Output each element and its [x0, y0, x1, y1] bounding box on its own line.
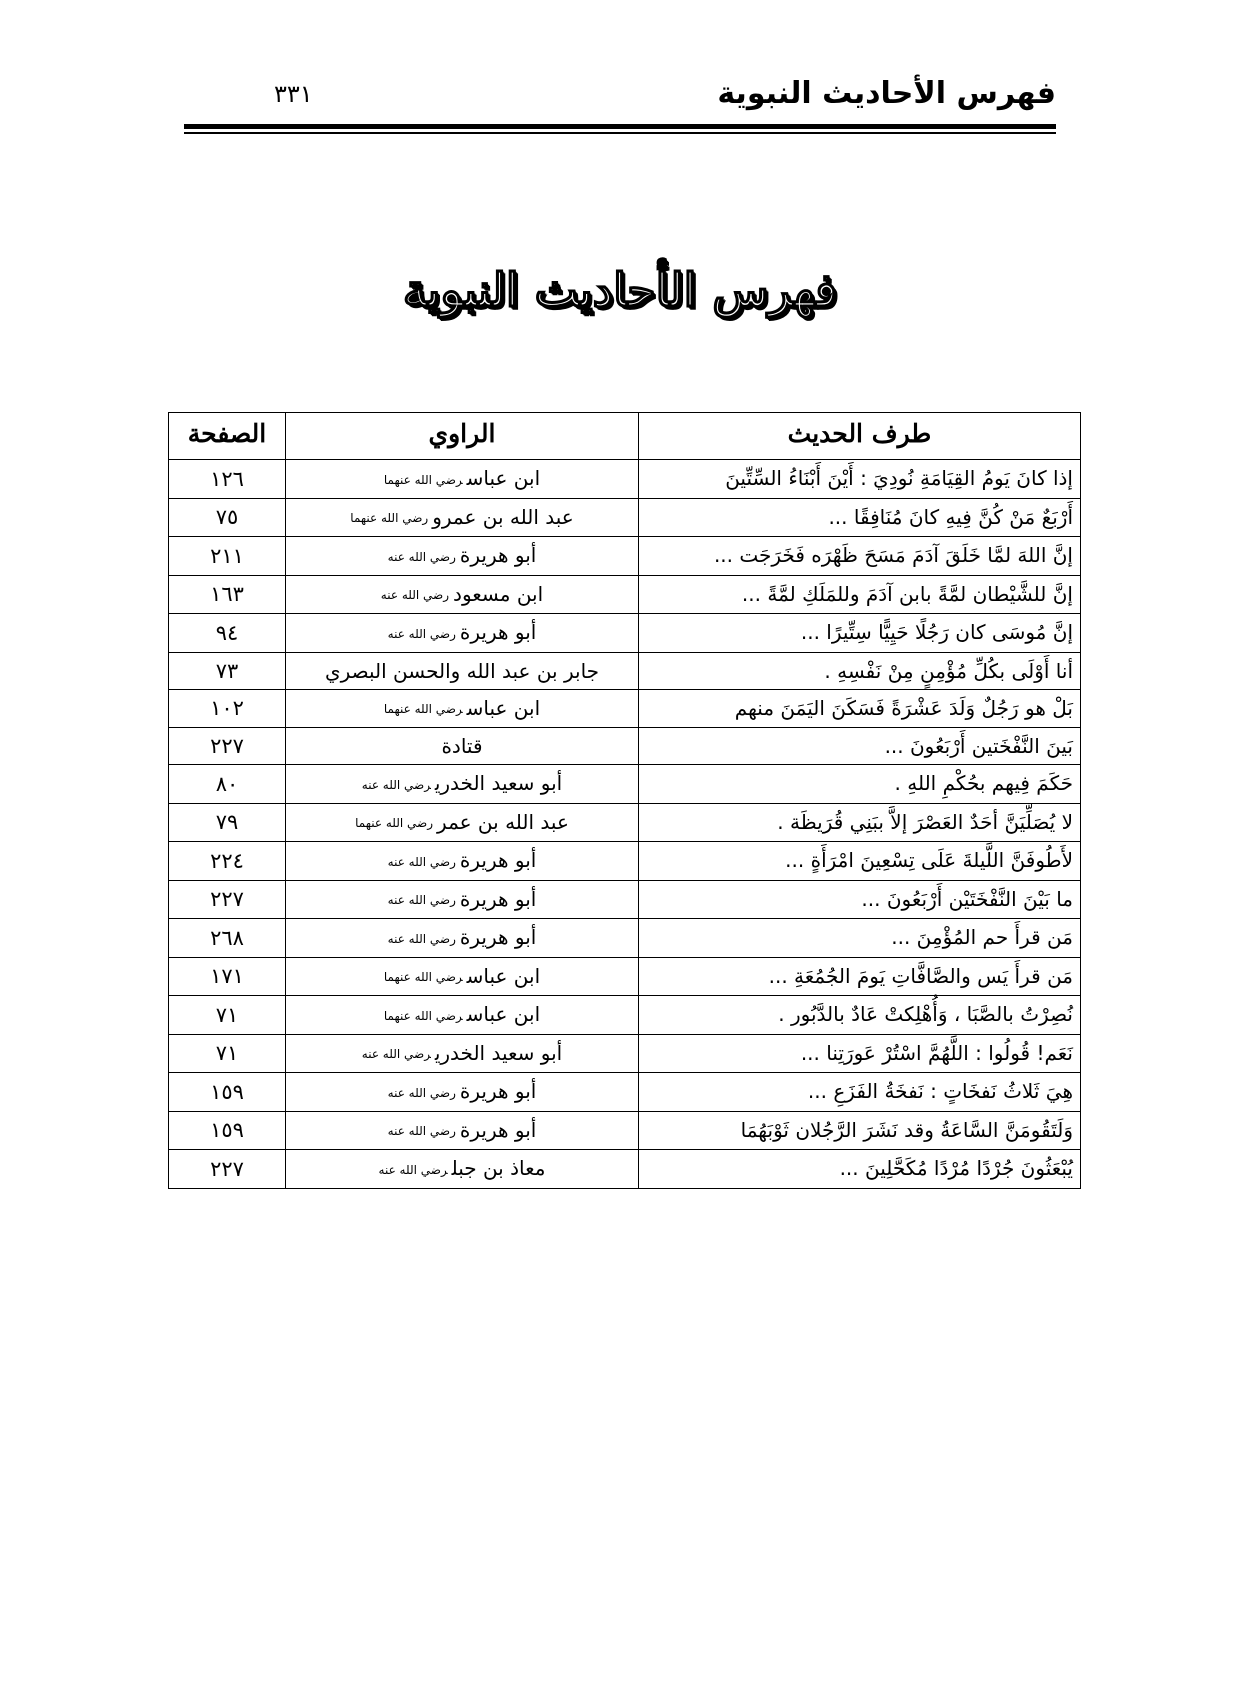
- narrator-cell: [286, 537, 639, 576]
- narrator-name: عبد الله بن عمر: [437, 809, 569, 834]
- hadith-cell: أَرْبَعٌ مَنْ كُنَّ فِيهِ كانَ مُنَافِقًا ...: [639, 498, 1081, 537]
- hadith-cell: يُبْعَثُونَ جُرْدًا مُرْدًا مُكَحَّلِينَ ...: [639, 1150, 1081, 1189]
- table-row: [169, 498, 1081, 537]
- hadith-cell: هِيَ ثَلاثُ نَفخَاتٍ : نَفخَةُ الفَزَعِ ...: [639, 1073, 1081, 1112]
- page-cell: ١٥٩: [169, 1111, 286, 1150]
- narrator-name: ابن عباس: [466, 466, 541, 490]
- narrator-name: قتادة: [441, 734, 483, 758]
- narrator-cell: [286, 1034, 639, 1073]
- narrator-cell: [286, 765, 639, 804]
- table-row: [169, 537, 1081, 576]
- narrator-cell: [286, 842, 639, 881]
- table-row: [169, 996, 1081, 1035]
- narrator-name: جابر بن عبد الله والحسن البصري: [324, 658, 600, 683]
- honorific-glyph: رضي الله عنه: [378, 1162, 448, 1177]
- page-cell: ٧٩: [169, 803, 286, 842]
- hadith-cell: نَعَم! قُولُوا : اللَّهُمَّ اسْتُرْ عَورَتِنا ...: [639, 1034, 1081, 1073]
- table-row: [169, 803, 1081, 842]
- hadith-index-table: [168, 412, 1081, 1189]
- page-cell: ٢٢٧: [169, 880, 286, 919]
- table-row: [169, 957, 1081, 996]
- narrator-name: أبو هريرة: [459, 1079, 537, 1103]
- hadith-cell: مَن قرأَ حم المُؤْمِنَ ...: [639, 919, 1081, 958]
- narrator-cell: [286, 880, 639, 919]
- hadith-cell: بَينَ النَّفْخَتين أَرْبَعُونَ ...: [639, 728, 1081, 765]
- narrator-cell: [286, 689, 639, 728]
- table-header-row: [169, 413, 1081, 460]
- honorific-glyph: رضي الله عنه: [387, 1085, 456, 1100]
- hadith-cell: إنَّ مُوسَى كان رَجُلًا حَيِيًّا سِتِّيرًا ...: [639, 614, 1081, 653]
- hadith-cell: إنَّ للشَّيْطان لمَّةً بابن آدَمَ وللمَلَكِ لمَّةً ...: [639, 575, 1081, 614]
- honorific-glyph: رضي الله عنهما: [383, 472, 463, 487]
- page-cell: ١٧١: [169, 957, 286, 996]
- table-row: [169, 1073, 1081, 1112]
- table-row: [169, 460, 1081, 499]
- narrator-cell: [286, 996, 639, 1035]
- hadith-cell: مَن قرأَ يَس والصَّافَّاتِ يَومَ الجُمُعَةِ ...: [639, 957, 1081, 996]
- narrator-name: أبو هريرة: [459, 543, 537, 567]
- narrator-name: عبد الله بن عمرو: [432, 504, 574, 529]
- narrator-cell: [286, 728, 639, 765]
- hadith-cell: وَلَتَقُومَنَّ السَّاعَةُ وقد نَشَرَ الرَّجُلان ثَوْبَهُمَا: [639, 1111, 1081, 1150]
- table-row: [169, 652, 1081, 689]
- hadith-cell: حَكَمَ فِيهم بحُكْمِ اللهِ .: [639, 765, 1081, 804]
- honorific-glyph: رضي الله عنه: [387, 626, 456, 641]
- narrator-name: معاذ بن جبل: [451, 1156, 546, 1180]
- hadith-cell: بَلْ هو رَجُلٌ وَلَدَ عَشْرَةً فَسَكَنَ اليَمَنَ منهم: [639, 689, 1081, 728]
- narrator-cell: [286, 919, 639, 958]
- narrator-name: ابن عباس: [466, 963, 541, 988]
- header-rule-thin: [184, 132, 1056, 134]
- page-cell: ٢٢٧: [169, 728, 286, 765]
- honorific-glyph: رضي الله عنهما: [350, 511, 429, 525]
- page-cell: ٧١: [169, 1034, 286, 1073]
- page-cell: ٨٠: [169, 765, 286, 804]
- narrator-name: أبو سعيد الخدري: [434, 1040, 563, 1065]
- table-row: [169, 728, 1081, 765]
- narrator-cell: [286, 957, 639, 996]
- page-cell: ٧١: [169, 996, 286, 1035]
- hadith-cell: لا يُصَلِّيَنَّ أحَدٌ العَصْرَ إلاَّ ببَنِي قُرَيظَة .: [639, 803, 1081, 842]
- page-cell: ١٥٩: [169, 1073, 286, 1112]
- narrator-cell: [286, 1111, 639, 1150]
- honorific-glyph: رضي الله عنه: [387, 549, 456, 564]
- narrator-name: أبو هريرة: [459, 925, 537, 949]
- header-rule-thick: [184, 124, 1056, 129]
- page-cell: ٩٤: [169, 614, 286, 653]
- page-title: فهرس الأحاديث النبوية: [402, 263, 838, 317]
- narrator-name: أبو سعيد الخدري: [434, 771, 563, 795]
- narrator-name: أبو هريرة: [459, 886, 537, 911]
- column-header-page: الصفحة: [169, 413, 286, 460]
- page-cell: ٢٢٧: [169, 1150, 286, 1189]
- honorific-glyph: رضي الله عنه: [387, 893, 456, 907]
- page-number: ٣٣١: [274, 80, 313, 108]
- honorific-glyph: رضي الله عنه: [387, 854, 456, 869]
- table-row: [169, 880, 1081, 919]
- table-row: [169, 1034, 1081, 1073]
- table-row: [169, 919, 1081, 958]
- table-row: [169, 842, 1081, 881]
- column-header-narrator: الراوي: [286, 413, 639, 460]
- hadith-cell: أنا أَوْلَى بكُلِّ مُؤْمِنٍ مِنْ نَفْسِهِ .: [639, 652, 1081, 689]
- table-body: [169, 460, 1081, 1189]
- narrator-name: أبو هريرة: [459, 848, 537, 872]
- narrator-cell: [286, 1150, 639, 1189]
- honorific-glyph: رضي الله عنه: [387, 1124, 456, 1138]
- table-row: [169, 1150, 1081, 1189]
- narrator-name: ابن عباس: [466, 695, 541, 720]
- narrator-name: ابن مسعود: [453, 581, 544, 606]
- narrator-name: ابن عباس: [466, 1002, 541, 1026]
- hadith-cell: نُصِرْتُ بالصَّبَا ، وَأُهْلِكتْ عَادٌ بالدَّبُور .: [639, 996, 1081, 1035]
- honorific-glyph: رضي الله عنهما: [383, 970, 463, 984]
- narrator-cell: [286, 803, 639, 842]
- page-cell: ٢٦٨: [169, 919, 286, 958]
- honorific-glyph: رضي الله عنهما: [383, 1008, 463, 1023]
- honorific-glyph: رضي الله عنهما: [383, 702, 463, 716]
- honorific-glyph: رضي الله عنه: [380, 588, 450, 602]
- page-cell: ١٠٢: [169, 689, 286, 728]
- hadith-cell: إنَّ اللهَ لمَّا خَلَقَ آدَمَ مَسَحَ ظَهْرَه فَخَرَجَت ...: [639, 537, 1081, 576]
- narrator-cell: [286, 652, 639, 689]
- narrator-name: أبو هريرة: [459, 620, 537, 644]
- page-cell: ٧٣: [169, 652, 286, 689]
- column-header-hadith: طرف الحديث: [639, 413, 1081, 460]
- narrator-cell: [286, 575, 639, 614]
- page-cell: ٧٥: [169, 498, 286, 537]
- hadith-cell: إذا كانَ يَومُ القِيَامَةِ نُودِيَ : أَيْنَ أَبْنَاءُ السِّتِّينَ: [639, 460, 1081, 499]
- page-cell: ١٦٣: [169, 575, 286, 614]
- table-row: [169, 614, 1081, 653]
- narrator-cell: [286, 1073, 639, 1112]
- table-row: [169, 575, 1081, 614]
- table-row: [169, 765, 1081, 804]
- page-cell: ١٢٦: [169, 460, 286, 499]
- hadith-cell: لأَطُوفَنَّ اللَّيلةَ عَلَى تِسْعِينَ امْرَأَةٍ ...: [639, 842, 1081, 881]
- narrator-cell: [286, 614, 639, 653]
- honorific-glyph: رضي الله عنهما: [355, 816, 434, 830]
- page-cell: ٢٢٤: [169, 842, 286, 881]
- honorific-glyph: رضي الله عنه: [361, 777, 431, 792]
- narrator-cell: [286, 498, 639, 537]
- narrator-cell: [286, 460, 639, 499]
- page-cell: ٢١١: [169, 537, 286, 576]
- running-header: [184, 70, 1056, 120]
- table-row: [169, 1111, 1081, 1150]
- narrator-name: أبو هريرة: [459, 1117, 537, 1142]
- running-title: فهرس الأحاديث النبوية: [717, 76, 1056, 111]
- honorific-glyph: رضي الله عنه: [387, 931, 456, 946]
- hadith-cell: ما بَيْنَ النَّفْخَتَيْن أَرْبَعُونَ ...: [639, 880, 1081, 919]
- honorific-glyph: رضي الله عنه: [361, 1047, 431, 1061]
- table-row: [169, 689, 1081, 728]
